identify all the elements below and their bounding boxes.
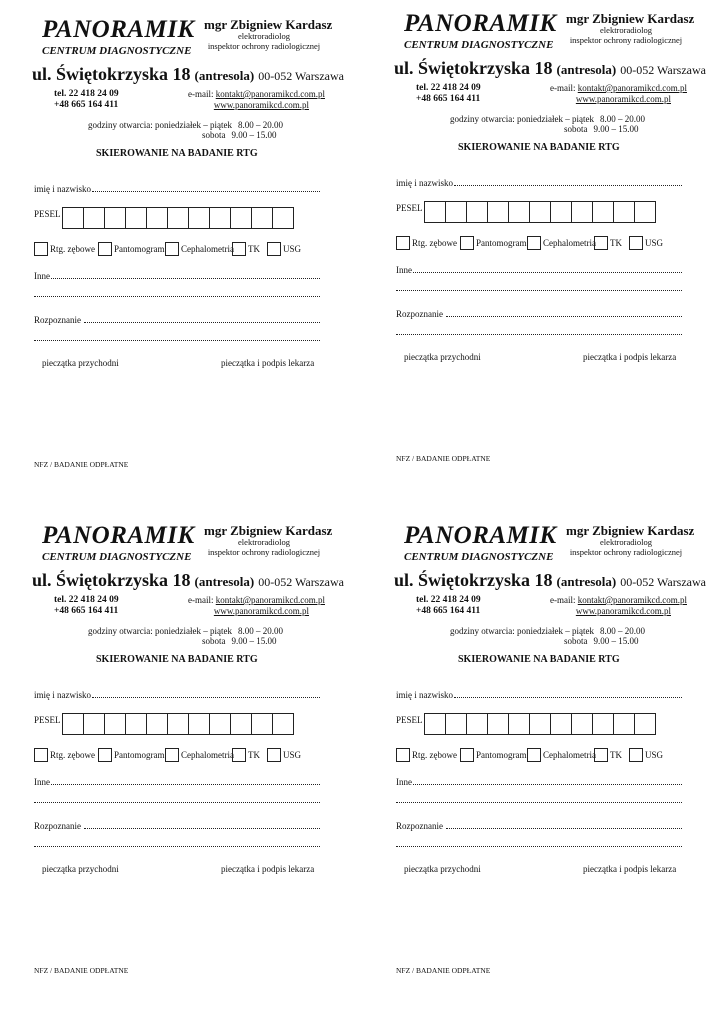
pesel-digit-box[interactable] bbox=[592, 201, 614, 223]
ct-checkbox[interactable] bbox=[232, 242, 246, 256]
option-ct[interactable] bbox=[594, 748, 622, 762]
dental-xray-checkbox[interactable] bbox=[34, 242, 48, 256]
pesel-digit-box[interactable] bbox=[613, 201, 635, 223]
other-dotted-line bbox=[413, 777, 682, 785]
pesel-input-boxes bbox=[62, 713, 293, 735]
option-label: Cephalometria bbox=[181, 244, 234, 254]
ct-checkbox[interactable] bbox=[594, 236, 608, 250]
other-field[interactable] bbox=[396, 777, 682, 787]
pesel-digit-box[interactable] bbox=[125, 713, 147, 735]
email-label: e-mail: bbox=[187, 595, 214, 605]
brand-logo-text: PANORAMIK bbox=[404, 10, 557, 37]
address-building: (antresola) bbox=[556, 62, 617, 77]
phone-mobile: +48 665 164 411 bbox=[54, 606, 119, 616]
pesel-digit-box[interactable] bbox=[445, 713, 467, 735]
option-dental-xray[interactable] bbox=[396, 236, 457, 250]
hours-weekday-label: godziny otwarcia: poniedziałek – piątek bbox=[450, 626, 594, 636]
diagnosis-field[interactable] bbox=[34, 315, 320, 325]
address-city: 00-052 Warszawa bbox=[620, 575, 706, 589]
opening-hours-weekdays bbox=[88, 120, 283, 130]
patient-name-label: imię i nazwisko bbox=[396, 178, 453, 188]
payment-footer: NFZ / BADANIE ODPŁATNE bbox=[34, 460, 129, 469]
email-row bbox=[188, 89, 325, 99]
pesel-label: PESEL bbox=[396, 203, 423, 213]
pesel-digit-box[interactable] bbox=[466, 201, 488, 223]
option-usg[interactable] bbox=[629, 748, 663, 762]
address-city: 00-052 Warszawa bbox=[258, 575, 344, 589]
cephalometry-checkbox[interactable] bbox=[527, 236, 541, 250]
address-street: ul. Świętokrzyska 18 bbox=[394, 58, 553, 78]
diagnosis-dotted-line bbox=[84, 821, 320, 829]
address-city: 00-052 Warszawa bbox=[620, 63, 706, 77]
form-title: SKIEROWANIE NA BADANIE RTG bbox=[458, 654, 620, 665]
doctor-role-secondary: inspektor ochrony radiologicznej bbox=[207, 41, 321, 51]
dental-xray-checkbox[interactable] bbox=[396, 236, 410, 250]
referral-slip-2 bbox=[362, 0, 724, 506]
pantomogram-checkbox[interactable] bbox=[460, 236, 474, 250]
option-label: USG bbox=[645, 238, 664, 248]
option-cephalometry[interactable] bbox=[165, 242, 234, 256]
patient-name-label: imię i nazwisko bbox=[34, 184, 91, 194]
option-label: Rtg. zębowe bbox=[412, 750, 457, 760]
patient-name-dotted-line bbox=[454, 690, 682, 698]
pesel-digit-box[interactable] bbox=[125, 207, 147, 229]
cephalometry-checkbox[interactable] bbox=[527, 748, 541, 762]
other-label: Inne bbox=[396, 265, 412, 275]
hours-weekday-time: 8.00 – 20.00 bbox=[237, 120, 283, 130]
hours-saturday-time: 9.00 – 15.00 bbox=[231, 130, 277, 140]
pantomogram-checkbox[interactable] bbox=[460, 748, 474, 762]
pesel-digit-box[interactable] bbox=[104, 713, 126, 735]
form-title: SKIEROWANIE NA BADANIE RTG bbox=[96, 148, 258, 159]
referral-slip-1 bbox=[0, 0, 362, 512]
opening-hours-saturday bbox=[202, 130, 277, 140]
other-label: Inne bbox=[34, 271, 50, 281]
phone-mobile: +48 665 164 411 bbox=[416, 606, 481, 616]
diagnosis-field[interactable] bbox=[396, 821, 682, 831]
doctor-role-secondary: inspektor ochrony radiologicznej bbox=[207, 547, 321, 557]
pesel-digit-box[interactable] bbox=[104, 207, 126, 229]
email-row bbox=[188, 595, 325, 605]
pesel-digit-box[interactable] bbox=[251, 207, 273, 229]
pesel-digit-box[interactable] bbox=[230, 713, 252, 735]
doctor-name: mgr Zbigniew Kardasz bbox=[204, 523, 333, 538]
option-pantomogram[interactable] bbox=[98, 748, 165, 762]
option-label: USG bbox=[645, 750, 664, 760]
hours-saturday-label: sobota bbox=[202, 636, 226, 646]
pesel-digit-box[interactable] bbox=[424, 713, 446, 735]
other-label: Inne bbox=[396, 777, 412, 787]
option-label: TK bbox=[610, 750, 622, 760]
option-label: Cephalometria bbox=[181, 750, 234, 760]
pesel-digit-box[interactable] bbox=[634, 201, 656, 223]
pesel-digit-box[interactable] bbox=[167, 713, 189, 735]
pesel-digit-box[interactable] bbox=[424, 201, 446, 223]
brand-subtitle: CENTRUM DIAGNOSTYCZNE bbox=[42, 551, 192, 563]
hours-saturday-time: 9.00 – 15.00 bbox=[231, 636, 277, 646]
option-usg[interactable] bbox=[267, 748, 301, 762]
pesel-digit-box[interactable] bbox=[188, 207, 210, 229]
pesel-label: PESEL bbox=[34, 209, 61, 219]
option-pantomogram[interactable] bbox=[460, 748, 527, 762]
brand-subtitle: CENTRUM DIAGNOSTYCZNE bbox=[404, 39, 554, 51]
phone-landline: tel. 22 418 24 09 bbox=[54, 89, 119, 99]
address-city: 00-052 Warszawa bbox=[258, 69, 344, 83]
pesel-label: PESEL bbox=[396, 715, 423, 725]
email-label: e-mail: bbox=[549, 83, 576, 93]
hours-saturday-time: 9.00 – 15.00 bbox=[593, 124, 639, 134]
clinic-address bbox=[394, 570, 706, 591]
doctor-stamp-label: pieczątka i podpis lekarza bbox=[583, 352, 677, 362]
doctor-role-secondary: inspektor ochrony radiologicznej bbox=[569, 547, 683, 557]
phone-mobile: +48 665 164 411 bbox=[416, 94, 481, 104]
brand-subtitle: CENTRUM DIAGNOSTYCZNE bbox=[404, 551, 554, 563]
hours-weekday-label: godziny otwarcia: poniedziałek – piątek bbox=[88, 626, 232, 636]
email-row bbox=[550, 83, 687, 93]
pesel-label: PESEL bbox=[34, 715, 61, 725]
doctor-stamp-label: pieczątka i podpis lekarza bbox=[221, 864, 315, 874]
pantomogram-checkbox[interactable] bbox=[98, 242, 112, 256]
option-label: Rtg. zębowe bbox=[50, 244, 95, 254]
option-pantomogram[interactable] bbox=[460, 236, 527, 250]
website-link[interactable]: www.panoramikcd.com.pl bbox=[575, 606, 671, 616]
doctor-role-secondary: inspektor ochrony radiologicznej bbox=[569, 35, 683, 45]
pesel-digit-box[interactable] bbox=[146, 207, 168, 229]
diagnosis-continuation-line[interactable] bbox=[396, 334, 682, 335]
pesel-digit-box[interactable] bbox=[508, 201, 530, 223]
hours-weekday-time: 8.00 – 20.00 bbox=[599, 626, 645, 636]
option-ct[interactable] bbox=[594, 236, 622, 250]
clinic-stamp-label: pieczątka przychodni bbox=[42, 864, 119, 874]
other-dotted-line bbox=[51, 271, 320, 279]
other-field[interactable] bbox=[396, 265, 682, 275]
pesel-digit-box[interactable] bbox=[272, 713, 294, 735]
email-link[interactable]: kontakt@panoramikcd.com.pl bbox=[215, 595, 325, 605]
pesel-digit-box[interactable] bbox=[230, 207, 252, 229]
pesel-digit-box[interactable] bbox=[62, 713, 84, 735]
other-continuation-line[interactable] bbox=[34, 802, 320, 803]
pesel-digit-box[interactable] bbox=[272, 207, 294, 229]
other-label: Inne bbox=[34, 777, 50, 787]
patient-name-label: imię i nazwisko bbox=[34, 690, 91, 700]
pesel-digit-box[interactable] bbox=[251, 713, 273, 735]
phone-landline: tel. 22 418 24 09 bbox=[54, 595, 119, 605]
opening-hours-weekdays bbox=[450, 114, 645, 124]
email-row bbox=[550, 595, 687, 605]
option-ct[interactable] bbox=[232, 748, 260, 762]
other-dotted-line bbox=[413, 265, 682, 273]
clinic-stamp-label: pieczątka przychodni bbox=[404, 352, 481, 362]
clinic-address bbox=[394, 58, 706, 79]
clinic-address bbox=[32, 570, 344, 591]
hours-saturday-label: sobota bbox=[564, 124, 588, 134]
diagnosis-label: Rozpoznanie bbox=[34, 315, 81, 325]
pesel-digit-box[interactable] bbox=[167, 207, 189, 229]
address-street: ul. Świętokrzyska 18 bbox=[32, 570, 191, 590]
pesel-digit-box[interactable] bbox=[487, 201, 509, 223]
doctor-name: mgr Zbigniew Kardasz bbox=[204, 17, 333, 32]
brand-logo-text: PANORAMIK bbox=[42, 522, 195, 549]
form-title: SKIEROWANIE NA BADANIE RTG bbox=[96, 654, 258, 665]
pesel-digit-box[interactable] bbox=[83, 207, 105, 229]
pesel-digit-box[interactable] bbox=[529, 713, 551, 735]
diagnosis-dotted-line bbox=[446, 821, 682, 829]
patient-name-dotted-line bbox=[454, 178, 682, 186]
pesel-input-boxes bbox=[424, 713, 655, 735]
diagnosis-dotted-line bbox=[446, 309, 682, 317]
payment-footer: NFZ / BADANIE ODPŁATNE bbox=[396, 966, 491, 975]
hours-weekday-time: 8.00 – 20.00 bbox=[599, 114, 645, 124]
opening-hours-weekdays bbox=[450, 626, 645, 636]
option-label: TK bbox=[610, 238, 622, 248]
option-label: Pantomogram bbox=[476, 750, 527, 760]
brand-logo-text: PANORAMIK bbox=[404, 522, 557, 549]
doctor-role: elektroradiolog bbox=[238, 31, 290, 41]
option-dental-xray[interactable] bbox=[34, 748, 95, 762]
pesel-digit-box[interactable] bbox=[209, 713, 231, 735]
address-building: (antresola) bbox=[194, 574, 255, 589]
option-label: USG bbox=[283, 244, 302, 254]
doctor-role: elektroradiolog bbox=[238, 537, 290, 547]
pesel-digit-box[interactable] bbox=[592, 713, 614, 735]
doctor-name: mgr Zbigniew Kardasz bbox=[566, 11, 695, 26]
pesel-digit-box[interactable] bbox=[487, 713, 509, 735]
address-street: ul. Świętokrzyska 18 bbox=[32, 64, 191, 84]
option-label: Pantomogram bbox=[114, 750, 165, 760]
option-cephalometry[interactable] bbox=[165, 748, 234, 762]
pesel-digit-box[interactable] bbox=[571, 201, 593, 223]
ct-checkbox[interactable] bbox=[232, 748, 246, 762]
other-continuation-line[interactable] bbox=[34, 296, 320, 297]
dental-xray-checkbox[interactable] bbox=[34, 748, 48, 762]
doctor-name: mgr Zbigniew Kardasz bbox=[566, 523, 695, 538]
option-label: Pantomogram bbox=[114, 244, 165, 254]
opening-hours-saturday bbox=[202, 636, 277, 646]
referral-slip-3 bbox=[0, 506, 362, 1018]
opening-hours-saturday bbox=[564, 124, 639, 134]
pesel-digit-box[interactable] bbox=[188, 713, 210, 735]
pesel-digit-box[interactable] bbox=[146, 713, 168, 735]
pantomogram-checkbox[interactable] bbox=[98, 748, 112, 762]
payment-footer: NFZ / BADANIE ODPŁATNE bbox=[396, 454, 491, 463]
option-label: USG bbox=[283, 750, 302, 760]
option-label: Cephalometria bbox=[543, 238, 596, 248]
address-street: ul. Świętokrzyska 18 bbox=[394, 570, 553, 590]
option-pantomogram[interactable] bbox=[98, 242, 165, 256]
payment-footer: NFZ / BADANIE ODPŁATNE bbox=[34, 966, 129, 975]
dental-xray-checkbox[interactable] bbox=[396, 748, 410, 762]
option-ct[interactable] bbox=[232, 242, 260, 256]
patient-name-dotted-line bbox=[92, 184, 320, 192]
patient-name-field[interactable] bbox=[34, 184, 320, 194]
pesel-digit-box[interactable] bbox=[209, 207, 231, 229]
usg-checkbox[interactable] bbox=[629, 748, 643, 762]
hours-weekday-label: godziny otwarcia: poniedziałek – piątek bbox=[88, 120, 232, 130]
option-label: Cephalometria bbox=[543, 750, 596, 760]
ct-checkbox[interactable] bbox=[594, 748, 608, 762]
other-continuation-line[interactable] bbox=[396, 290, 682, 291]
pesel-digit-box[interactable] bbox=[508, 713, 530, 735]
pesel-digit-box[interactable] bbox=[571, 713, 593, 735]
website-link[interactable]: www.panoramikcd.com.pl bbox=[213, 606, 309, 616]
diagnosis-label: Rozpoznanie bbox=[34, 821, 81, 831]
hours-weekday-time: 8.00 – 20.00 bbox=[237, 626, 283, 636]
option-label: Rtg. zębowe bbox=[412, 238, 457, 248]
diagnosis-label: Rozpoznanie bbox=[396, 309, 443, 319]
usg-checkbox[interactable] bbox=[267, 748, 281, 762]
option-label: TK bbox=[248, 244, 260, 254]
email-link[interactable]: kontakt@panoramikcd.com.pl bbox=[215, 89, 325, 99]
hours-saturday-label: sobota bbox=[202, 130, 226, 140]
other-dotted-line bbox=[51, 777, 320, 785]
opening-hours-weekdays bbox=[88, 626, 283, 636]
option-cephalometry[interactable] bbox=[527, 748, 596, 762]
cephalometry-checkbox[interactable] bbox=[165, 748, 179, 762]
address-building: (antresola) bbox=[556, 574, 617, 589]
diagnosis-continuation-line[interactable] bbox=[396, 846, 682, 847]
patient-name-label: imię i nazwisko bbox=[396, 690, 453, 700]
cephalometry-checkbox[interactable] bbox=[165, 242, 179, 256]
pesel-digit-box[interactable] bbox=[445, 201, 467, 223]
patient-name-field[interactable] bbox=[396, 690, 682, 700]
hours-saturday-time: 9.00 – 15.00 bbox=[593, 636, 639, 646]
diagnosis-label: Rozpoznanie bbox=[396, 821, 443, 831]
doctor-stamp-label: pieczątka i podpis lekarza bbox=[583, 864, 677, 874]
option-label: TK bbox=[248, 750, 260, 760]
phone-landline: tel. 22 418 24 09 bbox=[416, 595, 481, 605]
option-label: Pantomogram bbox=[476, 238, 527, 248]
pesel-digit-box[interactable] bbox=[83, 713, 105, 735]
phone-landline: tel. 22 418 24 09 bbox=[416, 83, 481, 93]
clinic-stamp-label: pieczątka przychodni bbox=[42, 358, 119, 368]
email-link[interactable]: kontakt@panoramikcd.com.pl bbox=[577, 595, 687, 605]
pesel-digit-box[interactable] bbox=[613, 713, 635, 735]
email-label: e-mail: bbox=[549, 595, 576, 605]
pesel-digit-box[interactable] bbox=[634, 713, 656, 735]
diagnosis-continuation-line[interactable] bbox=[34, 340, 320, 341]
diagnosis-field[interactable] bbox=[396, 309, 682, 319]
doctor-role: elektroradiolog bbox=[600, 537, 652, 547]
website-link[interactable]: www.panoramikcd.com.pl bbox=[213, 100, 309, 110]
address-building: (antresola) bbox=[194, 68, 255, 83]
hours-weekday-label: godziny otwarcia: poniedziałek – piątek bbox=[450, 114, 594, 124]
pesel-digit-box[interactable] bbox=[466, 713, 488, 735]
pesel-digit-box[interactable] bbox=[550, 201, 572, 223]
patient-name-field[interactable] bbox=[34, 690, 320, 700]
website-link[interactable]: www.panoramikcd.com.pl bbox=[575, 94, 671, 104]
other-field[interactable] bbox=[34, 777, 320, 787]
option-usg[interactable] bbox=[629, 236, 663, 250]
email-label: e-mail: bbox=[187, 89, 214, 99]
hours-saturday-label: sobota bbox=[564, 636, 588, 646]
doctor-role: elektroradiolog bbox=[600, 25, 652, 35]
option-usg[interactable] bbox=[267, 242, 301, 256]
doctor-stamp-label: pieczątka i podpis lekarza bbox=[221, 358, 315, 368]
other-field[interactable] bbox=[34, 271, 320, 281]
email-link[interactable]: kontakt@panoramikcd.com.pl bbox=[577, 83, 687, 93]
form-title: SKIEROWANIE NA BADANIE RTG bbox=[458, 142, 620, 153]
brand-subtitle: CENTRUM DIAGNOSTYCZNE bbox=[42, 45, 192, 57]
option-dental-xray[interactable] bbox=[34, 242, 95, 256]
usg-checkbox[interactable] bbox=[267, 242, 281, 256]
pesel-digit-box[interactable] bbox=[550, 713, 572, 735]
phone-mobile: +48 665 164 411 bbox=[54, 100, 119, 110]
referral-slip-4 bbox=[362, 506, 724, 1018]
pesel-input-boxes bbox=[62, 207, 293, 229]
pesel-digit-box[interactable] bbox=[529, 201, 551, 223]
clinic-address bbox=[32, 64, 344, 85]
pesel-digit-box[interactable] bbox=[62, 207, 84, 229]
diagnosis-field[interactable] bbox=[34, 821, 320, 831]
other-continuation-line[interactable] bbox=[396, 802, 682, 803]
opening-hours-saturday bbox=[564, 636, 639, 646]
diagnosis-dotted-line bbox=[84, 315, 320, 323]
clinic-stamp-label: pieczątka przychodni bbox=[404, 864, 481, 874]
patient-name-field[interactable] bbox=[396, 178, 682, 188]
brand-logo-text: PANORAMIK bbox=[42, 16, 195, 43]
option-cephalometry[interactable] bbox=[527, 236, 596, 250]
option-dental-xray[interactable] bbox=[396, 748, 457, 762]
patient-name-dotted-line bbox=[92, 690, 320, 698]
pesel-input-boxes bbox=[424, 201, 655, 223]
usg-checkbox[interactable] bbox=[629, 236, 643, 250]
diagnosis-continuation-line[interactable] bbox=[34, 846, 320, 847]
option-label: Rtg. zębowe bbox=[50, 750, 95, 760]
